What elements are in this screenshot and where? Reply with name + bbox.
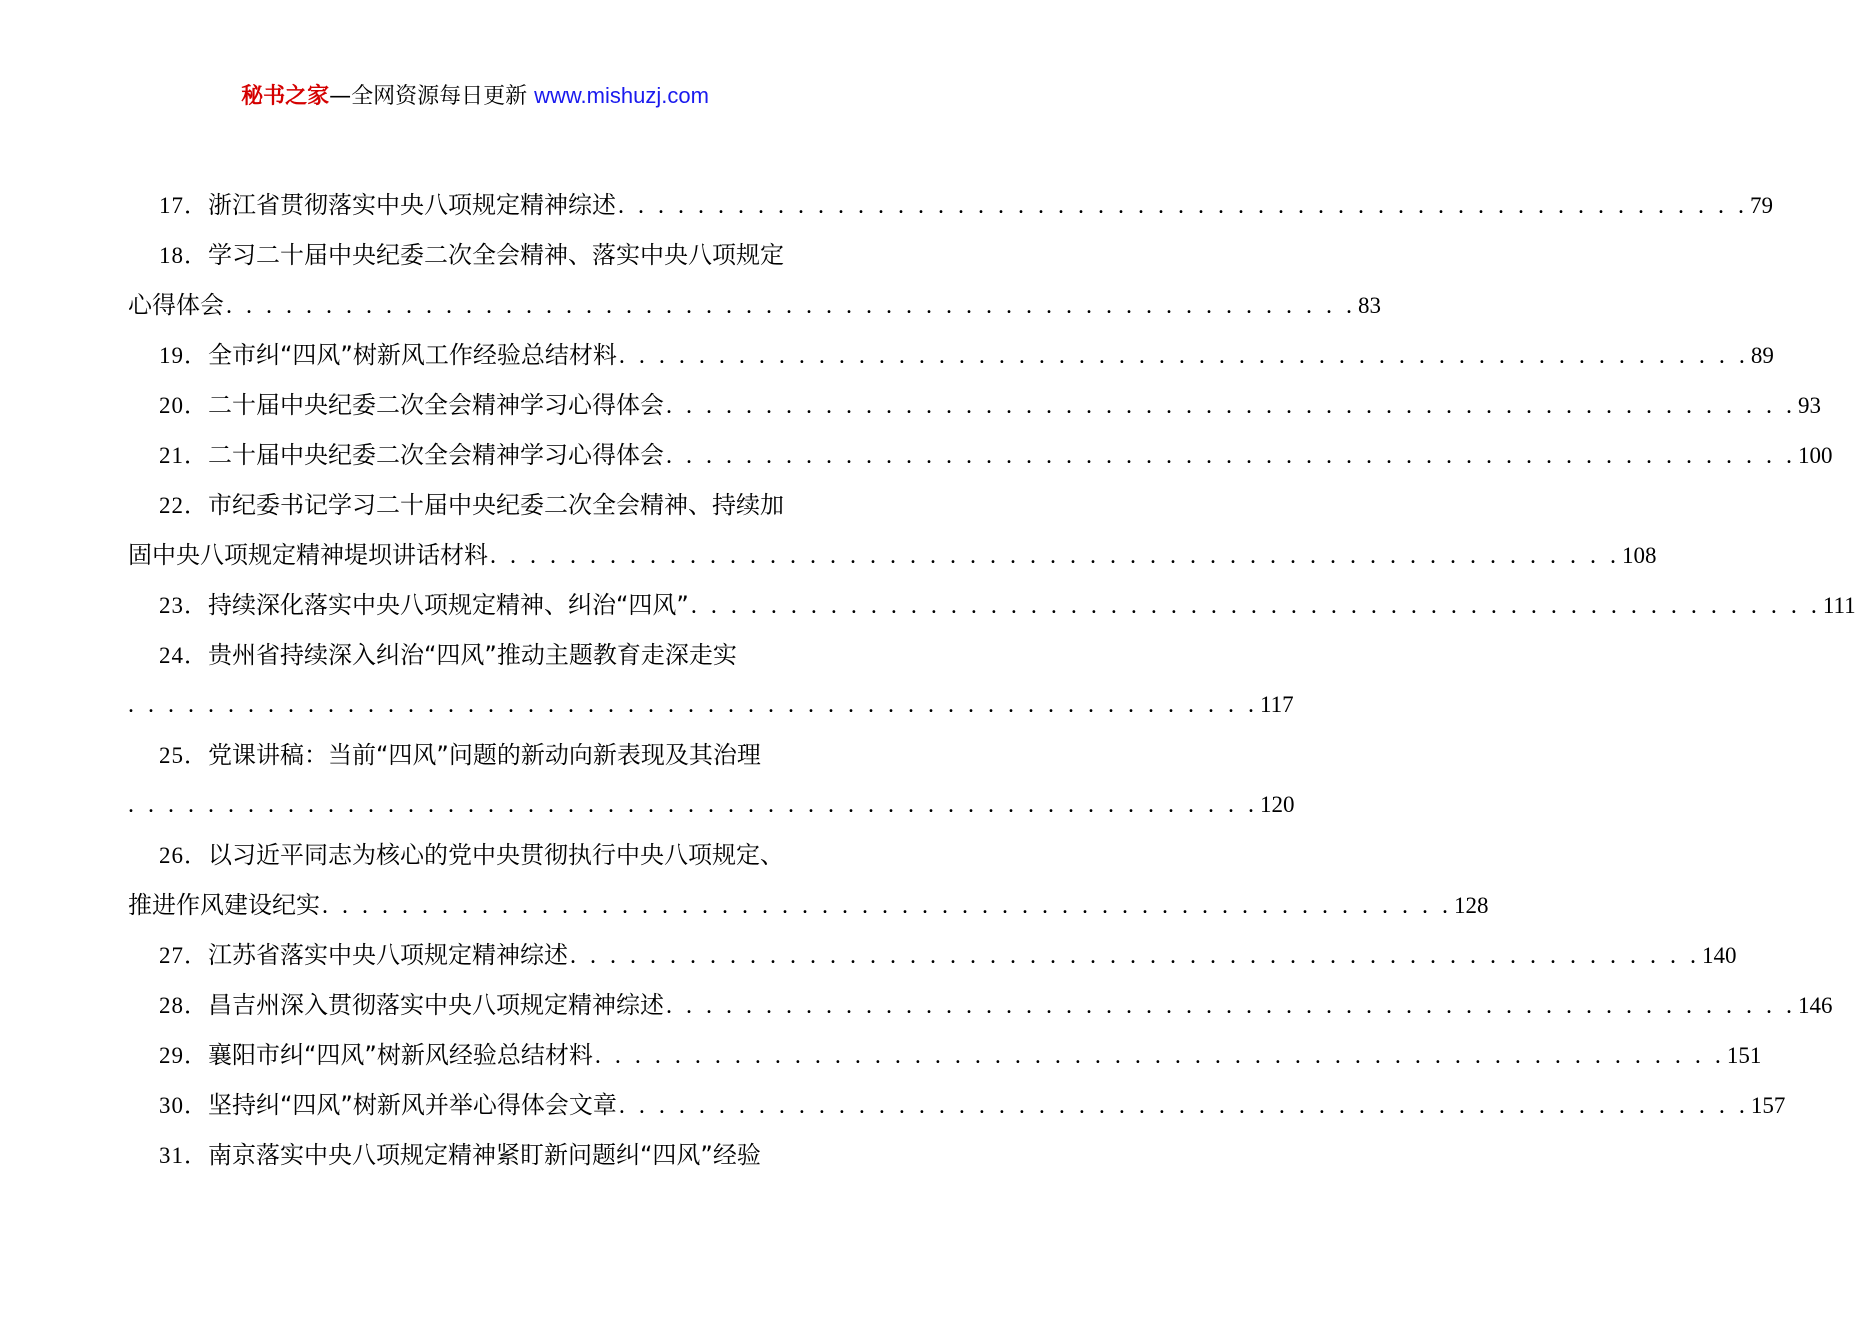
toc-item-page: 146: [1798, 993, 1833, 1018]
toc-item-title: 浙江省贯彻落实中央八项规定精神综述: [208, 191, 616, 219]
toc-line-continued: [128, 530, 1657, 580]
toc-line: [128, 830, 832, 880]
toc-item-page: 157: [1750, 1093, 1786, 1118]
toc-item-number: 20．: [159, 393, 208, 418]
toc-item-title: 持续深化落实中央八项规定精神、纠治“四风”: [208, 591, 689, 619]
dot-leader: . . . . . . . . . . . . . . . . . . . . . . . . . . . . . . . . . . . . . . . . . . . . . . . . . . . . . . . . .: [666, 993, 1796, 1019]
toc-item-number: 24．: [159, 643, 208, 668]
dot-leader: . . . . . . . . . . . . . . . . . . . . . . . . . . . . . . . . . . . . . . . . . . . . . . . . . . . . . . . . .: [128, 692, 1258, 718]
toc-item-title: 党课讲稿：当前“四风”问题的新动向新表现及其治理: [208, 741, 761, 769]
toc-item-title: 以习近平同志为核心的党中央贯彻执行中央八项规定、: [208, 841, 784, 869]
toc-item-page: 89: [1750, 343, 1774, 368]
toc-item-title-continued: 心得体会: [128, 291, 224, 319]
dot-leader: . . . . . . . . . . . . . . . . . . . . . . . . . . . . . . . . . . . . . . . . . . . . . . . . . . . . . . . . .: [128, 792, 1258, 818]
dot-leader: . . . . . . . . . . . . . . . . . . . . . . . . . . . . . . . . . . . . . . . . . . . . . . . . . . . . . . . . .: [570, 943, 1700, 969]
toc-item-page: 140: [1702, 943, 1737, 968]
toc-line: [128, 430, 1833, 480]
header-tagline: —全网资源每日更新: [329, 84, 535, 109]
toc-item-number: 19．: [159, 343, 208, 368]
toc-item-page: 128: [1454, 893, 1489, 918]
dot-leader: . . . . . . . . . . . . . . . . . . . . . . . . . . . . . . . . . . . . . . . . . . . . . . . . . . . . . . . . .: [666, 443, 1796, 469]
dot-leader: . . . . . . . . . . . . . . . . . . . . . . . . . . . . . . . . . . . . . . . . . . . . . . . . . . . . . . . . .: [618, 193, 1748, 219]
toc-item-page: 93: [1798, 393, 1821, 418]
toc-item-title: 昌吉州深入贯彻落实中央八项规定精神综述: [208, 991, 664, 1019]
toc-line: [128, 1130, 832, 1180]
dot-leader: . . . . . . . . . . . . . . . . . . . . . . . . . . . . . . . . . . . . . . . . . . . . . . . . . . . . . . . . .: [594, 1043, 1725, 1069]
toc-item-page: 117: [1260, 692, 1294, 717]
toc-line: [128, 1030, 1762, 1080]
toc-item-title-continued: 推进作风建设纪实: [128, 891, 320, 919]
toc-item-title: 学习二十届中央纪委二次全会精神、落实中央八项规定: [208, 241, 784, 269]
toc-line: [128, 730, 832, 780]
toc-line: [128, 180, 1773, 230]
table-of-contents: [128, 180, 1856, 1180]
toc-item-page: 100: [1798, 443, 1833, 468]
toc-item-title: 二十届中央纪委二次全会精神学习心得体会: [208, 391, 664, 419]
toc-item-title: 江苏省落实中央八项规定精神综述: [208, 941, 568, 969]
toc-line: [128, 930, 1737, 980]
toc-line: [128, 480, 832, 530]
toc-line: [128, 580, 1856, 630]
toc-item-number: 27．: [159, 943, 208, 968]
toc-line: [128, 230, 832, 280]
toc-line: [128, 330, 1774, 380]
toc-line-continued: [128, 880, 1489, 930]
toc-line-continued: [128, 280, 1381, 330]
toc-line-continued: [128, 680, 1294, 730]
toc-line: [128, 1080, 1786, 1130]
toc-item-number: 22．: [159, 493, 208, 518]
toc-item-number: 31．: [159, 1143, 208, 1168]
toc-line: [128, 980, 1833, 1030]
toc-line: [128, 380, 1821, 430]
toc-line-continued: [128, 780, 1295, 830]
toc-item-number: 21．: [159, 443, 208, 468]
toc-item-title-continued: 固中央八项规定精神堤坝讲话材料: [128, 541, 488, 569]
toc-item-number: 26．: [159, 843, 208, 868]
toc-line: [128, 630, 832, 680]
toc-item-number: 17．: [159, 193, 208, 218]
toc-item-title: 坚持纠“四风”树新风并举心得体会文章: [208, 1091, 617, 1119]
toc-item-number: 18．: [159, 243, 208, 268]
toc-item-number: 29．: [159, 1043, 208, 1068]
toc-item-number: 28．: [159, 993, 208, 1018]
toc-item-title: 襄阳市纠“四风”树新风经验总结材料: [208, 1041, 593, 1069]
dot-leader: . . . . . . . . . . . . . . . . . . . . . . . . . . . . . . . . . . . . . . . . . . . . . . . . . . . . . . . . .: [490, 543, 1620, 569]
dot-leader: . . . . . . . . . . . . . . . . . . . . . . . . . . . . . . . . . . . . . . . . . . . . . . . . . . . . . . . . .: [666, 393, 1796, 419]
toc-item-page: 83: [1358, 293, 1381, 318]
toc-item-title: 南京落实中央八项规定精神紧盯新问题纠“四风”经验: [208, 1141, 761, 1169]
toc-item-number: 23．: [159, 593, 208, 618]
toc-item-page: 120: [1260, 792, 1295, 817]
toc-item-page: 108: [1622, 543, 1657, 568]
toc-item-title: 二十届中央纪委二次全会精神学习心得体会: [208, 441, 664, 469]
site-url-link[interactable]: www.mishuzj.com: [534, 83, 709, 108]
toc-item-number: 30．: [159, 1093, 208, 1118]
dot-leader: . . . . . . . . . . . . . . . . . . . . . . . . . . . . . . . . . . . . . . . . . . . . . . . . . . . . . . . . .: [226, 293, 1356, 319]
toc-item-page: 79: [1750, 193, 1773, 218]
dot-leader: . . . . . . . . . . . . . . . . . . . . . . . . . . . . . . . . . . . . . . . . . . . . . . . . . . . . . . . . .: [322, 893, 1452, 919]
toc-item-title: 市纪委书记学习二十届中央纪委二次全会精神、持续加: [208, 491, 784, 519]
dot-leader: . . . . . . . . . . . . . . . . . . . . . . . . . . . . . . . . . . . . . . . . . . . . . . . . . . . . . . . . .: [618, 1093, 1749, 1119]
toc-item-title: 贵州省持续深入纠治“四风”推动主题教育走深走实: [208, 641, 737, 669]
toc-item-page: 111: [1822, 593, 1856, 618]
dot-leader: . . . . . . . . . . . . . . . . . . . . . . . . . . . . . . . . . . . . . . . . . . . . . . . . . . . . . . . . .: [618, 343, 1749, 369]
page-header: [0, 80, 950, 113]
brand-name: 秘书之家: [241, 84, 330, 109]
dot-leader: . . . . . . . . . . . . . . . . . . . . . . . . . . . . . . . . . . . . . . . . . . . . . . . . . . . . . . . . .: [690, 593, 1821, 619]
toc-item-number: 25．: [159, 743, 208, 768]
toc-item-title: 全市纠“四风”树新风工作经验总结材料: [208, 341, 617, 369]
toc-item-page: 151: [1726, 1043, 1762, 1068]
